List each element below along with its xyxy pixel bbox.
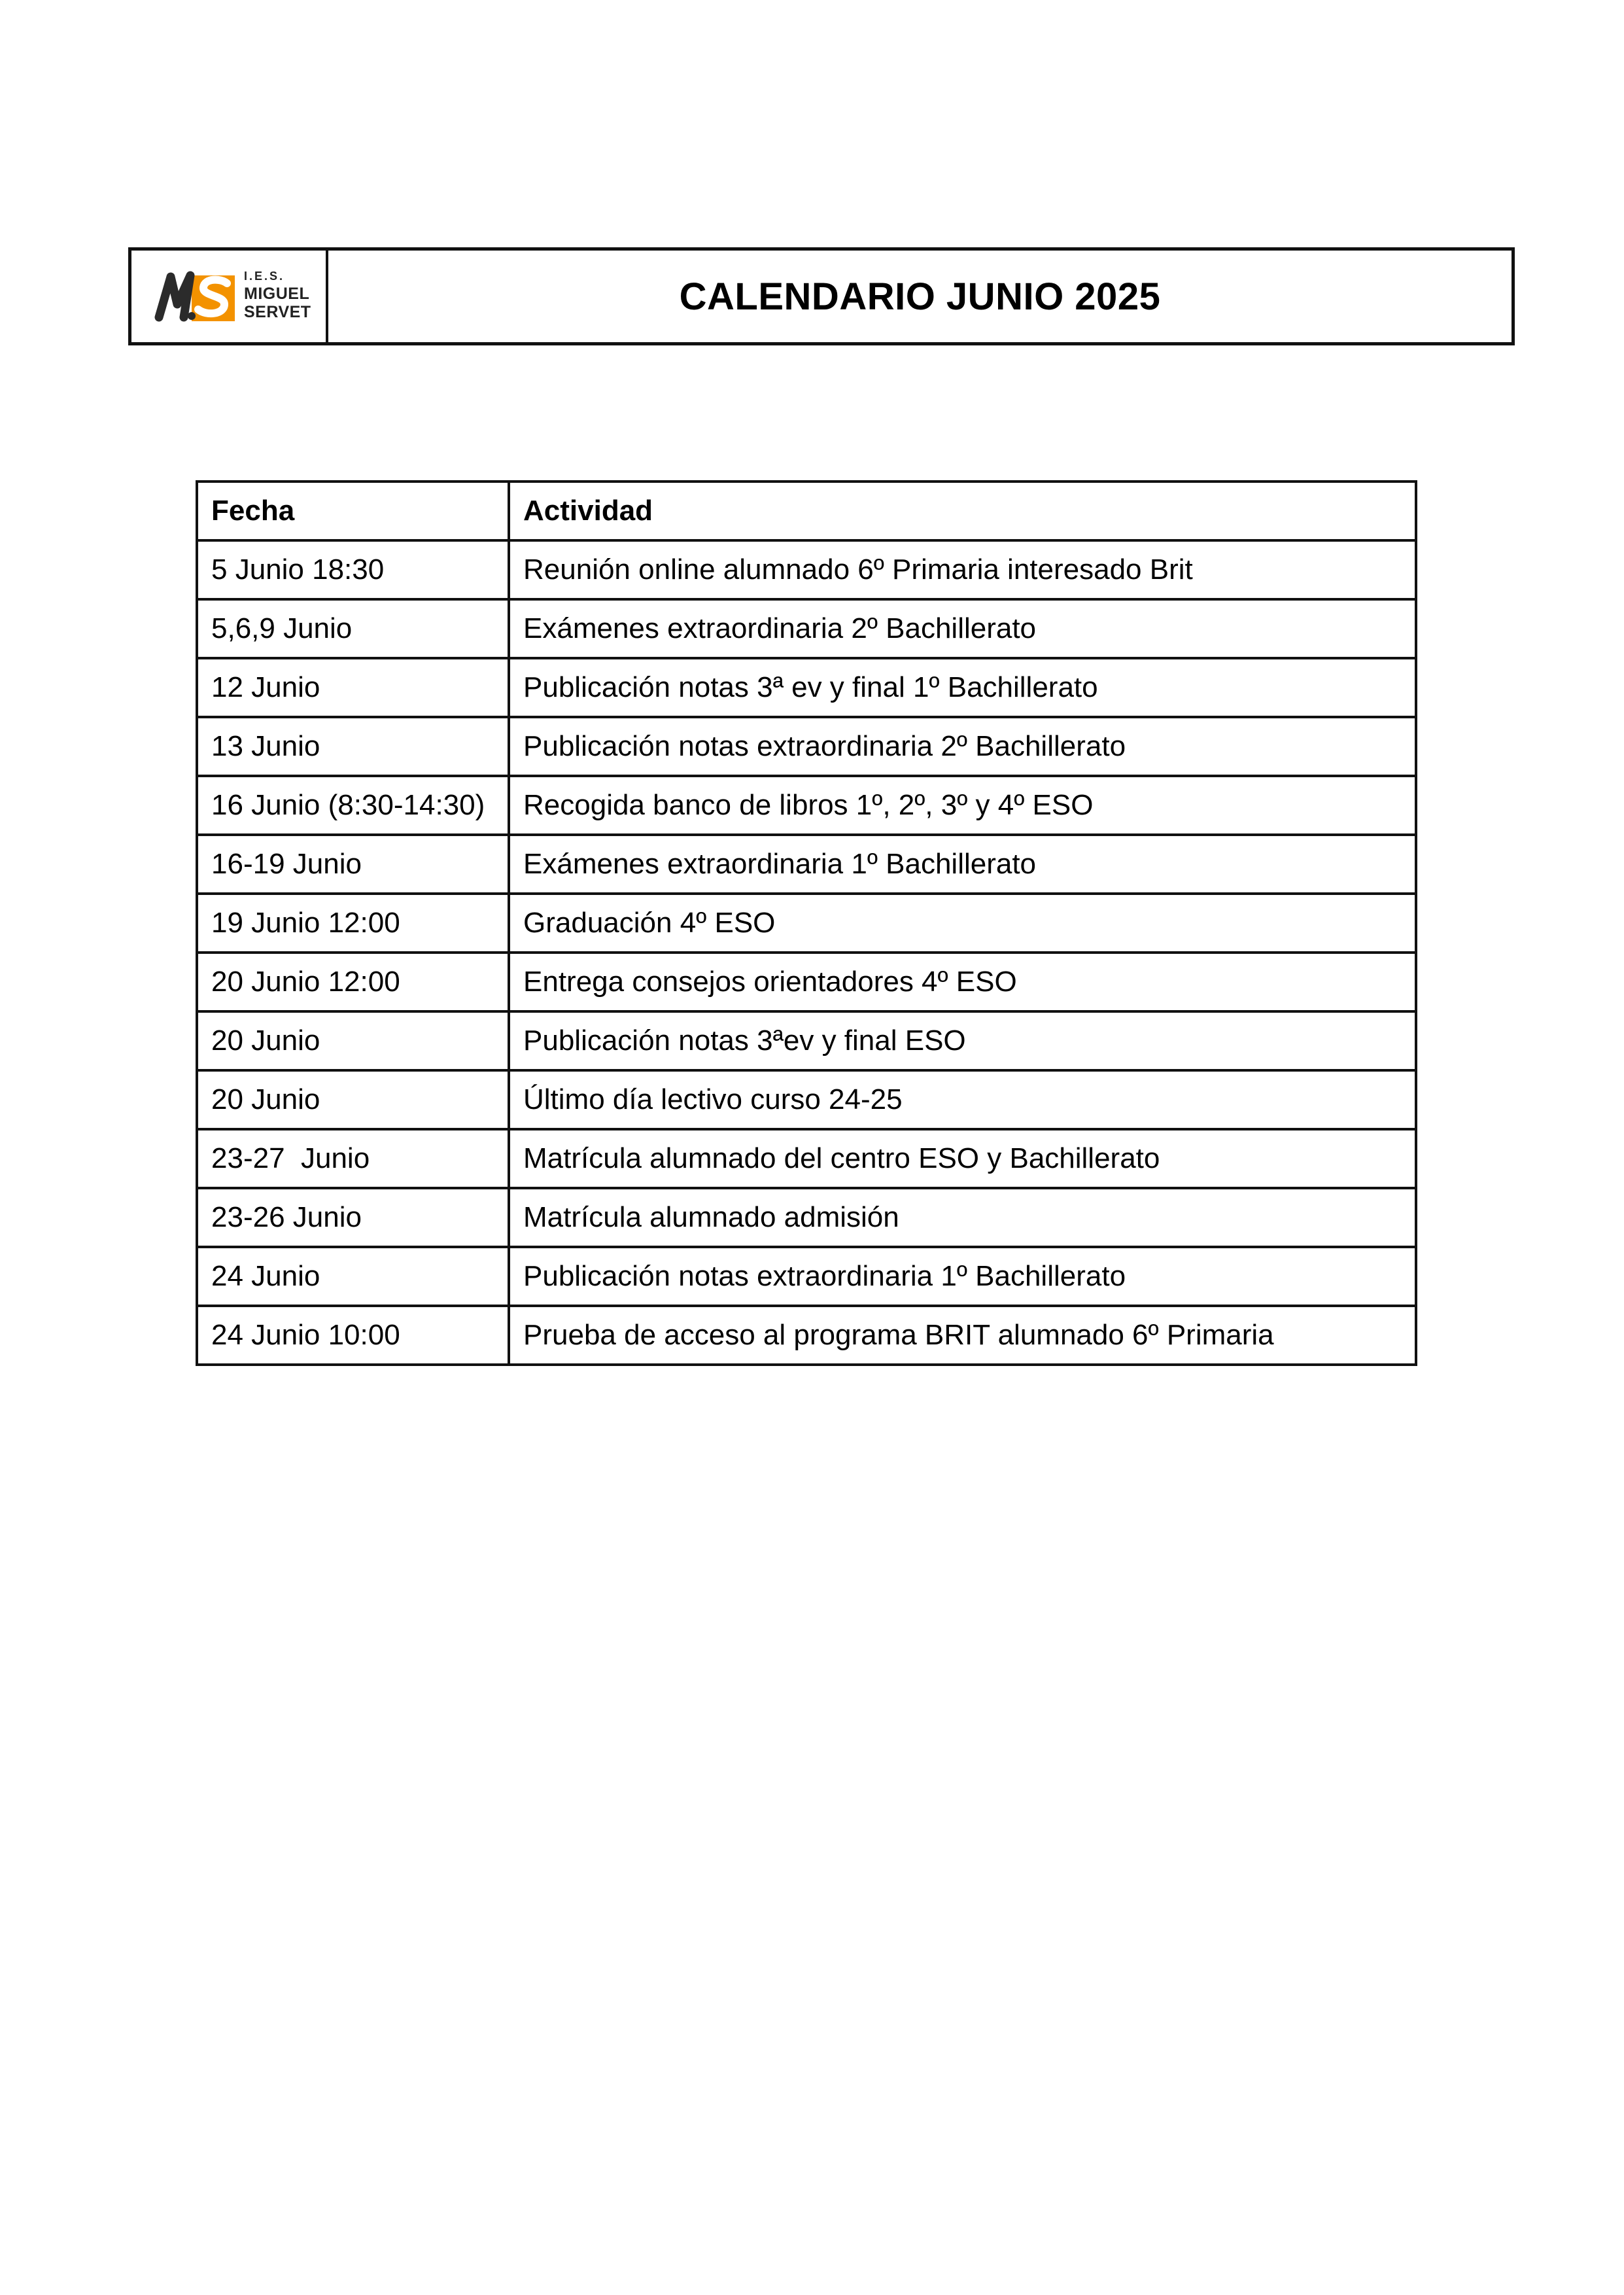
cell-actividad: Exámenes extraordinaria 1º Bachillerato <box>509 835 1416 894</box>
table-row <box>197 894 1416 953</box>
cell-fecha: 23-26 Junio <box>197 1188 509 1247</box>
cell-fecha: 19 Junio 12:00 <box>197 894 509 953</box>
cell-actividad: Reunión online alumnado 6º Primaria interesado Brit <box>509 540 1416 599</box>
cell-fecha: 5 Junio 18:30 <box>197 540 509 599</box>
school-name <box>244 270 311 323</box>
cell-fecha: 20 Junio <box>197 1011 509 1070</box>
logo-servet-text: SERVET <box>244 303 311 321</box>
cell-actividad: Prueba de acceso al programa BRIT alumnado 6º Primaria <box>509 1306 1416 1365</box>
table-row <box>197 776 1416 835</box>
cell-fecha: 24 Junio <box>197 1247 509 1306</box>
cell-actividad: Publicación notas extraordinaria 1º Bachillerato <box>509 1247 1416 1306</box>
table-header-row <box>197 482 1416 540</box>
cell-fecha: 16 Junio (8:30-14:30) <box>197 776 509 835</box>
cell-actividad: Recogida banco de libros 1º, 2º, 3º y 4º ESO <box>509 776 1416 835</box>
table-row <box>197 717 1416 776</box>
page-title: CALENDARIO JUNIO 2025 <box>679 275 1161 318</box>
table-row <box>197 658 1416 717</box>
cell-fecha: 24 Junio 10:00 <box>197 1306 509 1365</box>
cell-fecha: 20 Junio <box>197 1070 509 1129</box>
cell-fecha: 5,6,9 Junio <box>197 599 509 658</box>
cell-fecha: 16-19 Junio <box>197 835 509 894</box>
cell-fecha: 12 Junio <box>197 658 509 717</box>
cell-fecha: 13 Junio <box>197 717 509 776</box>
cell-actividad: Último día lectivo curso 24-25 <box>509 1070 1416 1129</box>
cell-fecha: 23-27 Junio <box>197 1129 509 1188</box>
document-header <box>128 247 1515 345</box>
table-row <box>197 1247 1416 1306</box>
cell-actividad: Matrícula alumnado del centro ESO y Bachillerato <box>509 1129 1416 1188</box>
cell-actividad: Matrícula alumnado admisión <box>509 1188 1416 1247</box>
table-row <box>197 1188 1416 1247</box>
column-header-actividad: Actividad <box>509 482 1416 540</box>
calendar-table <box>196 480 1417 1366</box>
cell-actividad: Graduación 4º ESO <box>509 894 1416 953</box>
logo-miguel-text: MIGUEL <box>244 285 310 303</box>
table-row <box>197 599 1416 658</box>
cell-actividad: Entrega consejos orientadores 4º ESO <box>509 953 1416 1011</box>
cell-fecha: 20 Junio 12:00 <box>197 953 509 1011</box>
column-header-fecha: Fecha <box>197 482 509 540</box>
table-row <box>197 1129 1416 1188</box>
cell-actividad: Publicación notas 3ª ev y final 1º Bachillerato <box>509 658 1416 717</box>
table-row <box>197 540 1416 599</box>
cell-actividad: Exámenes extraordinaria 2º Bachillerato <box>509 599 1416 658</box>
table-row <box>197 835 1416 894</box>
table-row <box>197 1011 1416 1070</box>
title-cell <box>328 251 1512 342</box>
table-row <box>197 1070 1416 1129</box>
table-body <box>197 540 1416 1365</box>
cell-actividad: Publicación notas extraordinaria 2º Bachillerato <box>509 717 1416 776</box>
cell-actividad: Publicación notas 3ªev y final ESO <box>509 1011 1416 1070</box>
ms-monogram-logo <box>154 264 239 329</box>
school-logo <box>131 251 328 342</box>
logo-ies-text: I.E.S. <box>244 270 285 283</box>
table-row <box>197 953 1416 1011</box>
table-row <box>197 1306 1416 1365</box>
